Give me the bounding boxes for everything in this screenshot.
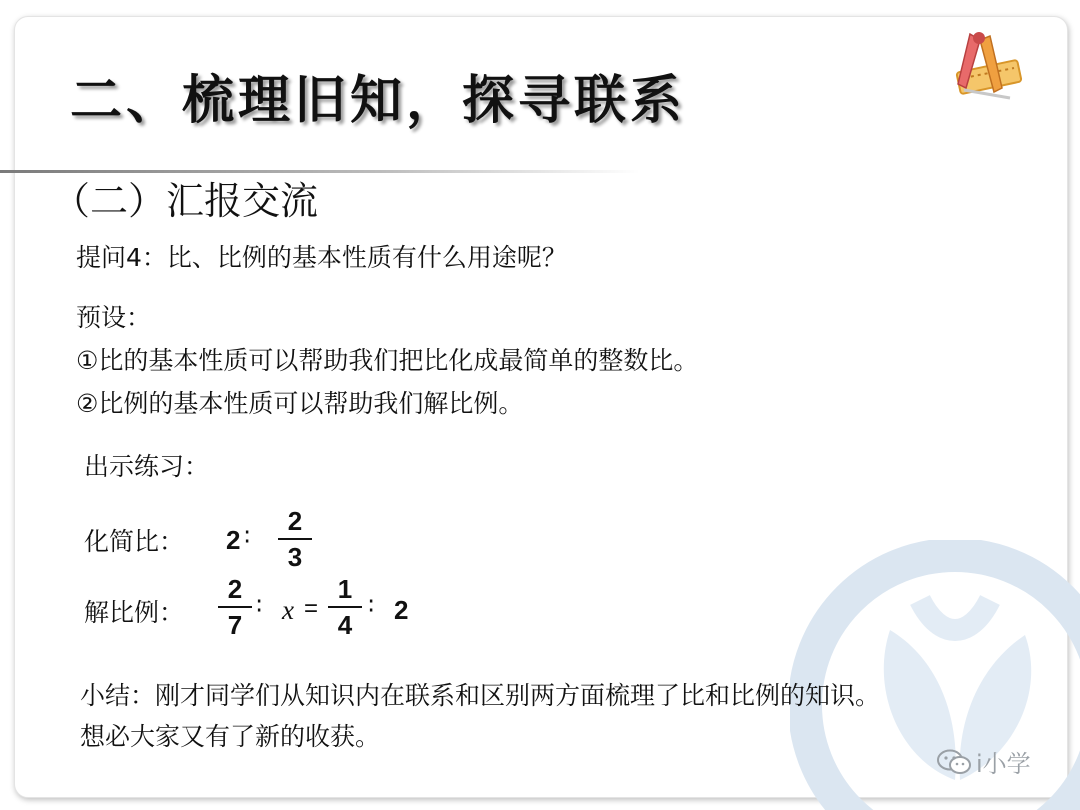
solve-fraction-2 <box>328 574 362 640</box>
simplify-fraction-numerator: 2 <box>287 506 303 536</box>
practice-label: 出示练习： <box>84 452 210 481</box>
solve-colon-1: ∶ <box>256 593 263 620</box>
summary-line-1: 小结：刚才同学们从知识内在联系和区别两方面梳理了比和比例的知识。 <box>80 681 881 710</box>
question-text: 提问4：比、比例的基本性质有什么用途呢？ <box>76 243 567 272</box>
solve-fraction-1-denominator: 7 <box>227 610 243 640</box>
solve-label: 解比例： <box>84 598 185 627</box>
fraction-bar <box>278 538 312 540</box>
fraction-bar <box>218 606 252 608</box>
solve-colon-2: ∶ <box>368 593 375 620</box>
solve-variable: x <box>282 595 294 625</box>
compass-ruler-icon <box>944 26 1026 108</box>
summary-line-2: 想必大家又有了新的收获。 <box>80 722 381 751</box>
simplify-label: 化简比： <box>84 527 185 556</box>
wechat-icon <box>936 748 972 776</box>
preset-item-1: ①比的基本性质可以帮助我们把比化成最简单的整数比。 <box>76 346 699 375</box>
solve-last-term: 2 <box>394 595 409 625</box>
fraction-bar <box>328 606 362 608</box>
simplify-whole: 2 <box>226 525 241 555</box>
simplify-fraction-denominator: 3 <box>287 542 303 572</box>
simplify-colon: ∶ <box>244 524 251 551</box>
wechat-watermark <box>936 744 1056 784</box>
simplify-fraction <box>278 506 312 572</box>
wechat-watermark-text: i小学 <box>976 750 1031 778</box>
preset-item-2: ②比例的基本性质可以帮助我们解比例。 <box>76 389 524 418</box>
slide-title: 二、梳理旧知，探寻联系 <box>70 71 687 131</box>
solve-fraction-2-numerator: 1 <box>337 574 353 604</box>
preset-label: 预设： <box>76 303 152 332</box>
section-subtitle: （二）汇报交流 <box>52 179 319 223</box>
solve-fraction-2-denominator: 4 <box>337 610 353 640</box>
solve-equals: = <box>304 595 319 622</box>
solve-fraction-1 <box>218 574 252 640</box>
solve-fraction-1-numerator: 2 <box>227 574 243 604</box>
